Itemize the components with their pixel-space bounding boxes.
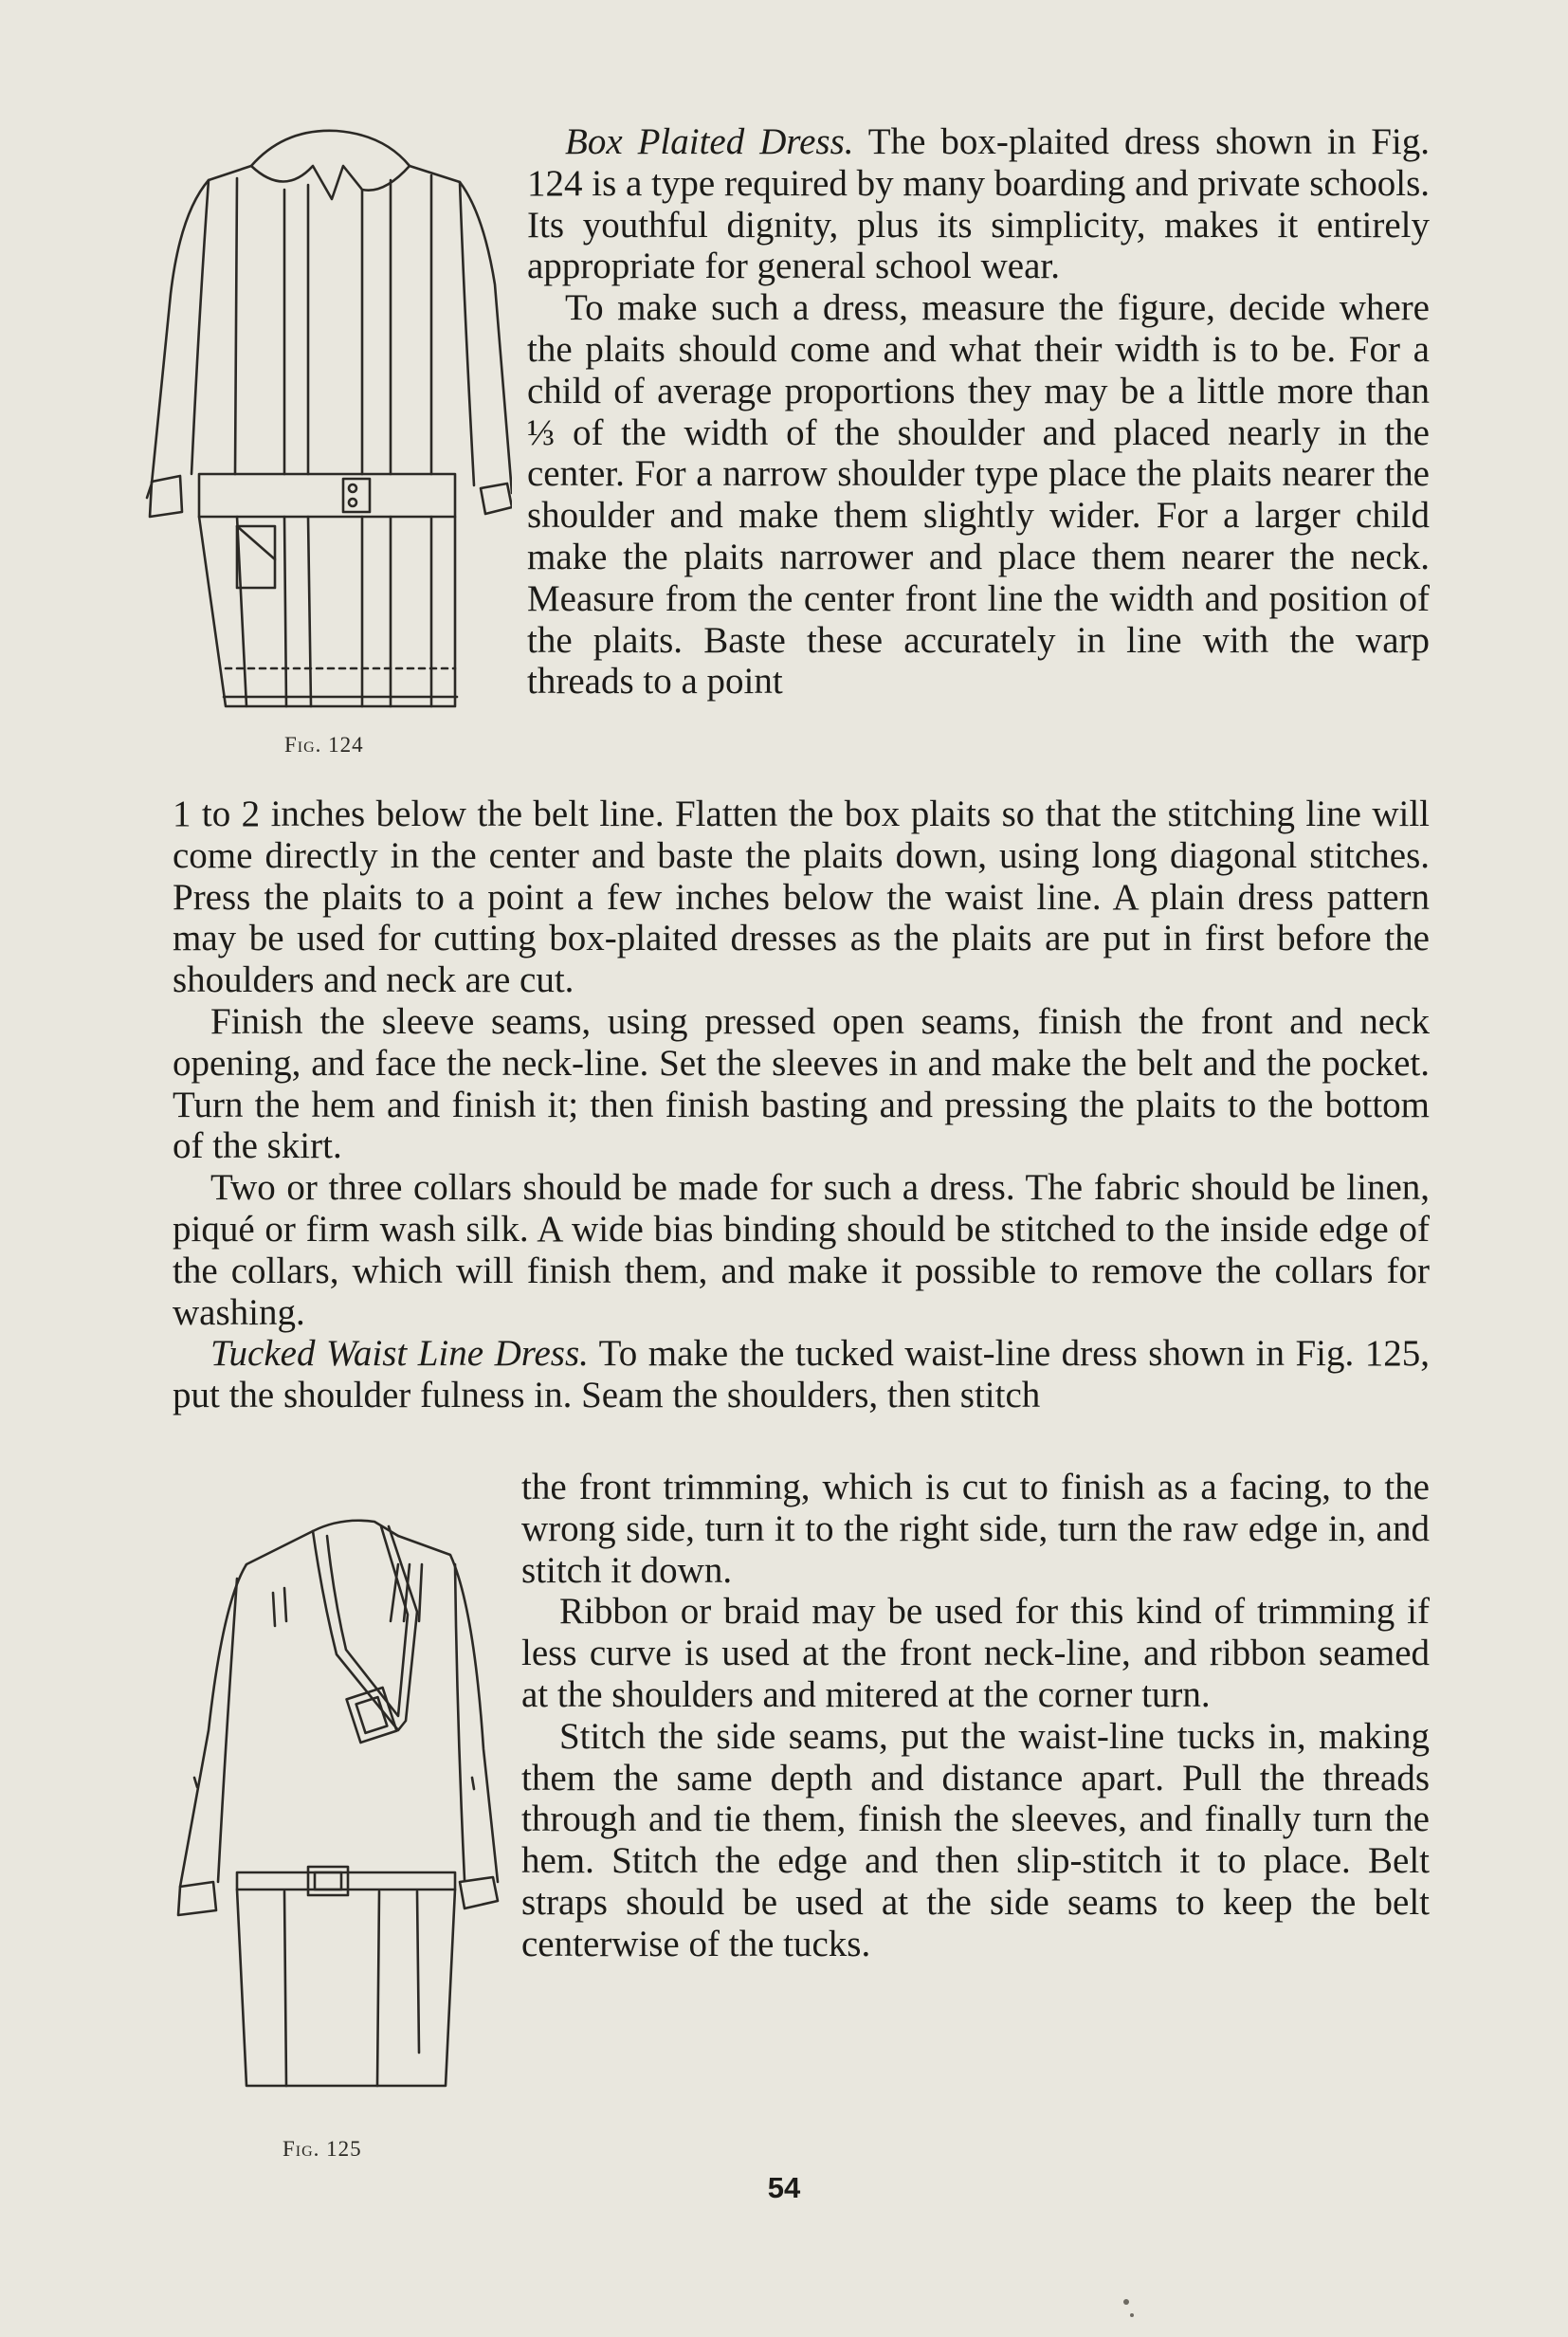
figure-125-caption: Fig. 125 <box>283 2137 362 2161</box>
box-plaited-para2-full: 1 to 2 inches below the belt line. Flatten the box plaits so that the stitching line will come directly in the center and baste the plaits down, using long diagonal stitches. Press the plaits to a point a few inches below the waist line. A plain dress pattern may be used for cutting box-plaited dresses as the plaits are put in first before the shoulders and neck are cut. <box>173 794 1430 1001</box>
box-plaited-section-full <box>173 794 1430 1416</box>
box-plaited-intro-text: The box-plaited dress shown in Fig. 124 is a type required by many boarding and private schools. Its youthful dignity, plus its simplicity, makes it entirely appropriate for general school wear. <box>527 121 1431 287</box>
box-plaited-dress-illustration <box>142 123 512 730</box>
tucked-waist-section-bottom <box>521 1467 1430 1965</box>
tucked-waist-heading: Tucked Waist Line Dress. <box>210 1333 589 1375</box>
box-plaited-para3: Finish the sleeve seams, using pressed open seams, finish the front and neck opening, and face the neck-line. Set the sleeves in and make the belt and the pocket. Turn the hem and finish it; then finish basting and pressing the plaits to the bottom of the skirt. <box>173 1000 1430 1167</box>
paper-speck <box>1130 2313 1134 2317</box>
tucked-waist-para3: Stitch the side seams, put the waist-line tucks in, making them the same depth and distance apart. Pull the threads through and tie them, finish the sleeves, and finally turn the hem. Stitch the edge and then slip-stitch it to place. Belt straps should be used at the side seams to keep the belt centerwise of the tucks. <box>521 1715 1430 1964</box>
box-plaited-intro-paragraph <box>527 121 1430 287</box>
paper-speck <box>1123 2299 1129 2305</box>
box-plaited-para4: Two or three collars should be made for such a dress. The fabric should be linen, piqué or firm wash silk. A wide bias binding should be stitched to the inside edge of the collars, which will finish them, and make it possible to remove the collars for washing. <box>173 1167 1430 1333</box>
page-number: 54 <box>767 2171 801 2204</box>
tucked-waist-intro-paragraph <box>173 1333 1430 1416</box>
box-plaited-para2-wrap: To make such a dress, measure the figure, decide where the plaits should come and what their width is to be. For a child of average proportions they may be a little more than ⅓ of the width of the shoulder and placed nearly in the center. For a narrow shoulder type place the plaits nearer the shoulder and make them slightly wider. For a larger child make the plaits narrower and place them nearer the neck. Measure from the center front line the width and position of the plaits. Baste these accurately in line with the warp threads to a point <box>527 287 1430 703</box>
tucked-waist-intro-text: To make the tucked waist-line dress shown in Fig. 125, put the shoulder fulness in. Seam the shoulders, then stitch <box>173 1333 1430 1416</box>
tucked-waist-intro-cont: the front trimming, which is cut to finish as a facing, to the wrong side, turn it to the right side, turn the raw edge in, and stitch it down. <box>521 1467 1430 1591</box>
tucked-waist-line-dress-illustration <box>171 1512 502 2119</box>
tucked-waist-para2: Ribbon or braid may be used for this kind of trimming if less curve is used at the front neck-line, and ribbon seamed at the shoulders and mitered at the corner turn. <box>521 1591 1430 1715</box>
figure-125 <box>171 1512 502 2119</box>
box-plaited-heading: Box Plaited Dress. <box>565 121 854 162</box>
figure-124 <box>142 123 512 730</box>
figure-124-caption: Fig. 124 <box>284 733 364 757</box>
box-plaited-section-top <box>527 121 1430 703</box>
